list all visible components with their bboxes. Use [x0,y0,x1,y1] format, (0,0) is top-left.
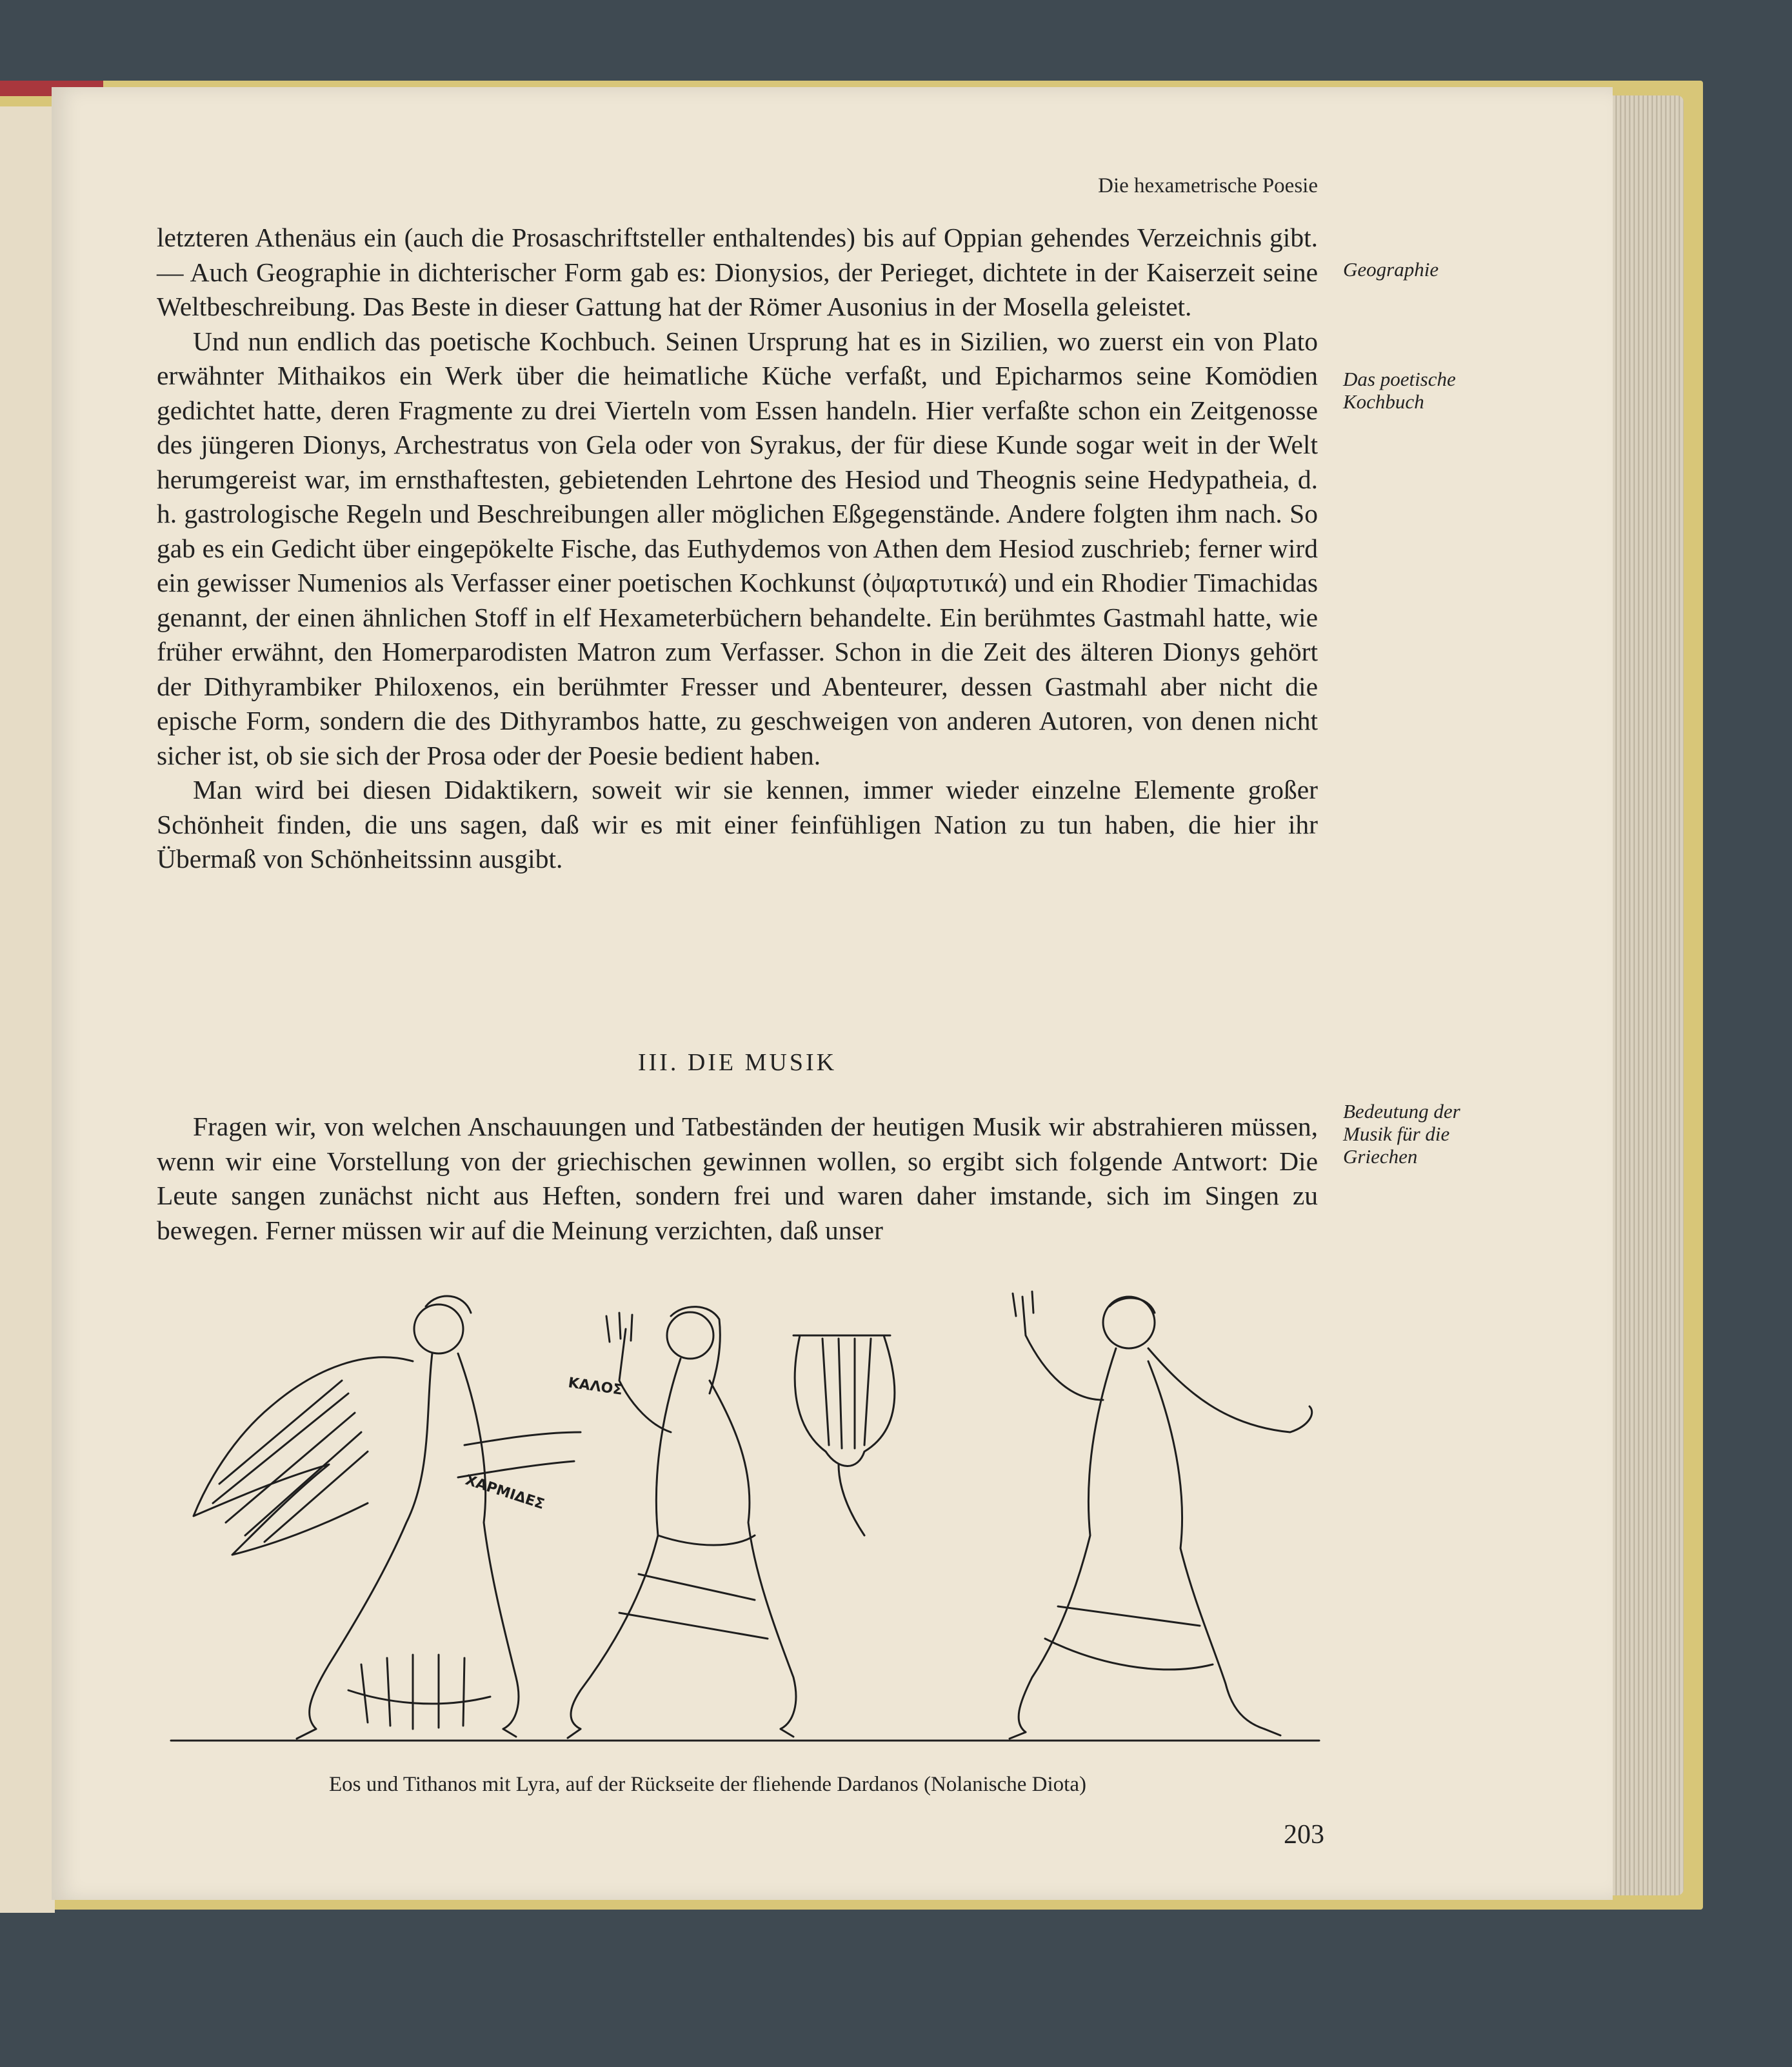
lyre [793,1335,895,1466]
section-heading: III. DIE MUSIK [637,1049,837,1076]
figure-caption: Eos und Tithanos mit Lyra, auf der Rückseite der fliehende Dardanos (Nolanische Diota) [329,1773,1086,1796]
margin-note-kochbuch [1343,368,1456,413]
margin-note-line: Geographie [1343,258,1439,281]
margin-note-line: Griechen [1343,1145,1418,1168]
inscription-charmides: ΧΑΡΜΙΔΕΣ [463,1472,546,1513]
margin-note-line: Musik für die [1343,1123,1450,1145]
inscription-kalos: ΚΑΛΟΣ [567,1375,624,1399]
tithonos-figure [568,1307,895,1738]
paragraph: Fragen wir, von welchen Anschauungen und Tatbeständen der heutigen Musik wir abstrahieren müssen, wenn wir eine Vorstellung von der griechischen gewinnen wollen, so ergibt sich folgende Antwort: Die Leute sangen zunächst nicht aus Heften, sondern frei und waren daher imstande, sich im Singen zu bewegen. Ferner müssen wir auf die Meinung verzichten, daß unser [157,1112,1318,1245]
page-number: 203 [1284,1820,1324,1850]
eos-figure [194,1296,581,1739]
margin-note-musik [1343,1100,1460,1168]
vase-painting-figure [155,1277,1329,1755]
left-page-edge [0,106,55,1913]
paragraph: Man wird bei diesen Didaktikern, soweit wir sie kennen, immer wieder einzelne Elemente großer Schönheit finden, die uns sagen, daß wir es mit einer feinfühligen Nation zu tun haben, die hier ihr Übermaß von Schönheitssinn ausgibt. [157,775,1318,874]
margin-note-geographie [1343,258,1439,281]
margin-note-line: Das poetische [1343,368,1456,390]
paragraph: Und nun endlich das poetische Kochbuch. Seinen Ursprung hat es in Sizilien, wo zuerst ein von Plato erwähnter Mithaikos ein Werk über die heimatliche Küche verfaßt, und Epicharmos seine Komödien gedichtet hatte, deren Fragmente zu drei Vierteln vom Essen handeln. Hier verfaßte schon ein Zeitgenosse des jüngeren Dionys, Archestratus von Gela oder von Syrakus, der für diese Kunde sogar weit in der Welt herumgereist war, im ernsthaftesten, gebietenden Lehrtone des Hesiod und Theognis seine Hedypatheia, d. h. gastrologische Regeln und Beschreibungen aller möglichen Eßgegenstände. Andere folgten ihm nach. So gab es ein Gedicht über eingepökelte Fische, das Euthydemos von Athen dem Hesiod zuschrieb; ferner wird ein gewisser Numenios als Verfasser einer poetischen Kochkunst (ὀψαρτυτικά) und ein Rhodier Timachidas genannt, der einen ähnlichen Stoff in elf Hexameterbüchern behandelte. Ein berühmtes Gastmahl hatte, wie früher erwähnt, den Homerparodisten Matron zum Verfasser. Schon in die Zeit des älteren Dionys gehört der Dithyrambiker Philoxenos, ein berühmter Fresser und Abenteurer, dessen Gastmahl aber nicht die epische Form, sondern die des Dithyrambos hatte, zu geschweigen von anderen Autoren, von denen nicht sicher ist, ob sie sich der Prosa oder der Poesie bedient haben. [157,326,1318,770]
body-text [157,221,1318,877]
running-head: Die hexametrische Poesie [1098,174,1318,197]
section-body [157,1110,1318,1248]
dardanos-figure [1010,1292,1312,1739]
paragraph: letzteren Athenäus ein (auch die Prosaschriftsteller enthaltendes) bis auf Oppian gehendes Verzeichnis gibt. — Auch Geographie in dichterischer Form gab es: Dionysios, der Perieget, dichtete in der Kaiserzeit seine Weltbeschreibung. Das Beste in dieser Gattung hat der Römer Ausonius in der Mosella geleistet. [157,223,1318,321]
margin-note-line: Kochbuch [1343,390,1424,413]
margin-note-line: Bedeutung der [1343,1100,1460,1123]
